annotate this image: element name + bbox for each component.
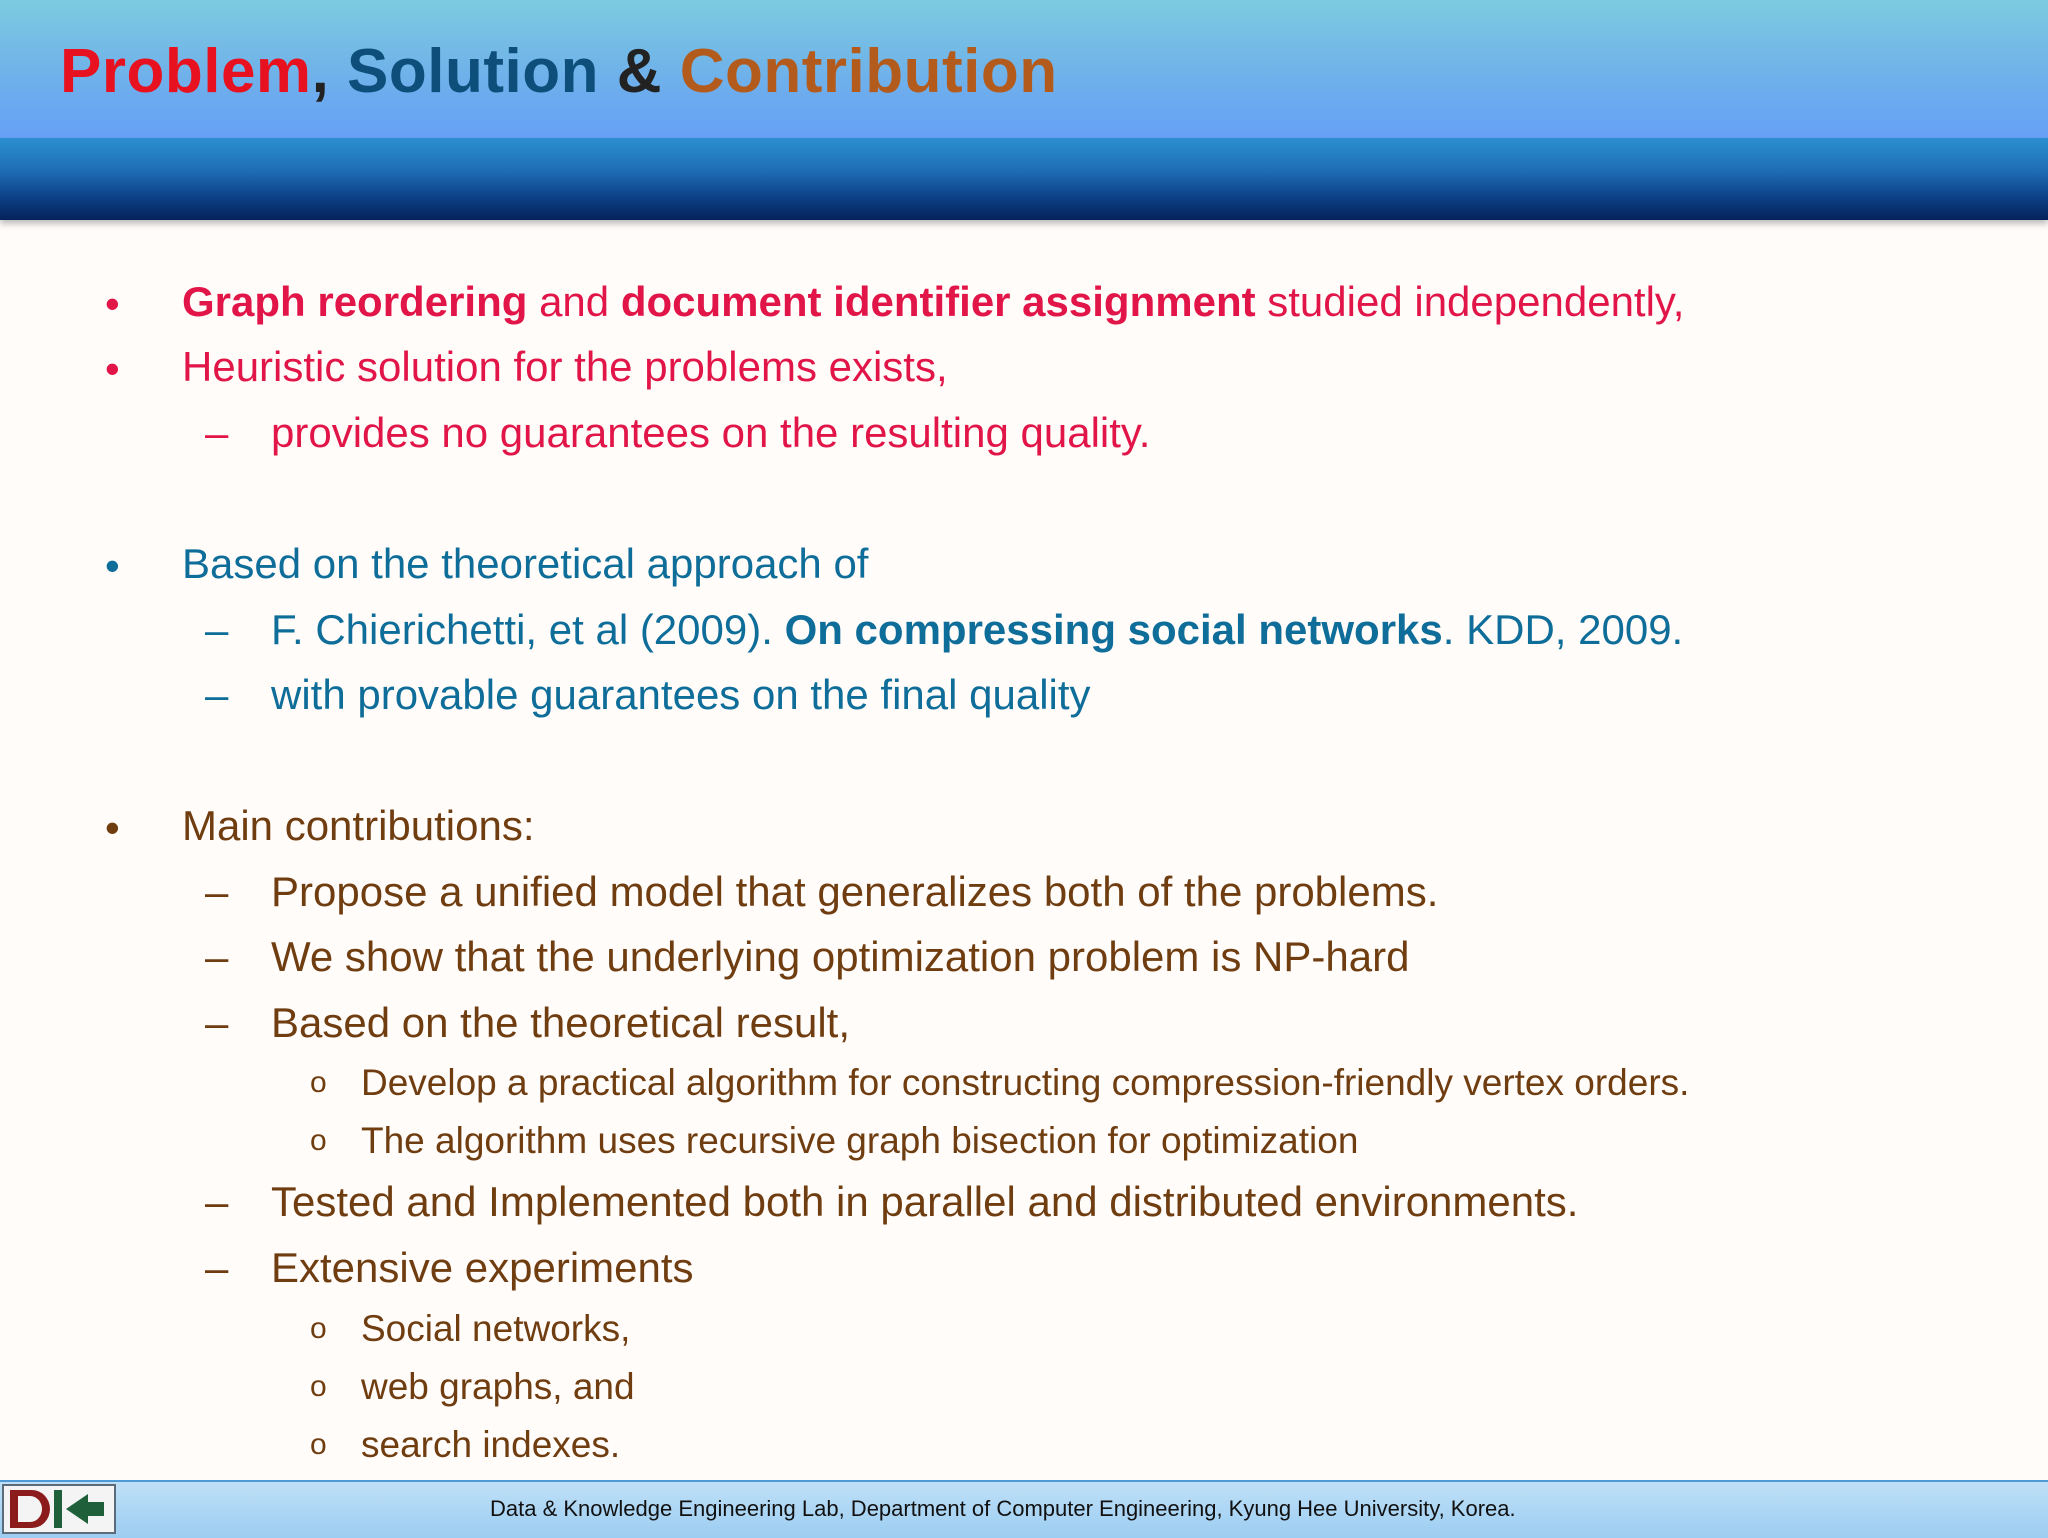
slide-title	[60, 36, 1058, 107]
problem-item-1	[182, 278, 1684, 326]
studied-text: studied independently,	[1255, 278, 1685, 325]
title-comma: ,	[311, 37, 330, 106]
dash: –	[205, 999, 229, 1046]
citation-authors: F. Chierichetti, et al (2009).	[271, 606, 785, 653]
footer-bar	[0, 1480, 2048, 1538]
solution-sub-1	[271, 606, 1683, 654]
title-solution: Solution	[347, 37, 599, 106]
solution-item-1: Based on the theoretical approach of	[182, 540, 869, 587]
dash: –	[205, 606, 229, 653]
contribution-sub-5: Extensive experiments	[271, 1244, 694, 1291]
problem-item-2-sub: provides no guarantees on the resulting quality.	[271, 409, 1151, 456]
graph-reordering-text: Graph reordering	[182, 278, 528, 325]
contribution-sub-3: Based on the theoretical result,	[271, 999, 851, 1046]
bullet: •	[105, 280, 120, 327]
title-amp: &	[616, 37, 662, 106]
and-text: and	[527, 278, 621, 325]
title-problem: Problem	[60, 37, 312, 106]
solution-sub-2: with provable guarantees on the final quality	[271, 671, 1091, 718]
contribution-sub-5c: search indexes.	[361, 1424, 621, 1465]
contribution-sub-5b: web graphs, and	[361, 1366, 635, 1407]
dash: –	[205, 868, 229, 915]
contribution-sub-5a: Social networks,	[361, 1308, 631, 1349]
lab-logo-icon	[2, 1484, 116, 1534]
bullet: •	[105, 542, 120, 589]
dash: –	[205, 671, 229, 718]
contribution-sub-4: Tested and Implemented both in parallel and distributed environments.	[271, 1178, 1579, 1225]
doc-id-text: document identifier assignment	[620, 278, 1256, 325]
citation-title: On compressing social networks	[784, 606, 1443, 653]
dash: –	[205, 1178, 229, 1225]
circle-bullet: o	[310, 1066, 327, 1099]
contribution-sub-2: We show that the underlying optimization problem is NP-hard	[271, 933, 1410, 980]
bullet: •	[105, 804, 120, 851]
contribution-sub-3b: The algorithm uses recursive graph bisection for optimization	[361, 1120, 1359, 1161]
circle-bullet: o	[310, 1124, 327, 1157]
circle-bullet: o	[310, 1428, 327, 1461]
circle-bullet: o	[310, 1370, 327, 1403]
citation-venue: . KDD, 2009.	[1442, 606, 1684, 653]
problem-item-2: Heuristic solution for the problems exists,	[182, 343, 948, 390]
circle-bullet: o	[310, 1312, 327, 1345]
bullet: •	[105, 345, 120, 392]
title-band	[0, 138, 2048, 220]
dash: –	[205, 933, 229, 980]
dash: –	[205, 409, 229, 456]
contribution-item-1: Main contributions:	[182, 802, 535, 849]
title-contribution: Contribution	[679, 37, 1058, 106]
dash: –	[205, 1244, 229, 1291]
footer-text: Data & Knowledge Engineering Lab, Department of Computer Engineering, Kyung Hee University, Korea.	[490, 1496, 1516, 1521]
contribution-sub-1: Propose a unified model that generalizes both of the problems.	[271, 868, 1439, 915]
contribution-sub-3a: Develop a practical algorithm for constructing compression-friendly vertex orders.	[361, 1062, 1690, 1103]
